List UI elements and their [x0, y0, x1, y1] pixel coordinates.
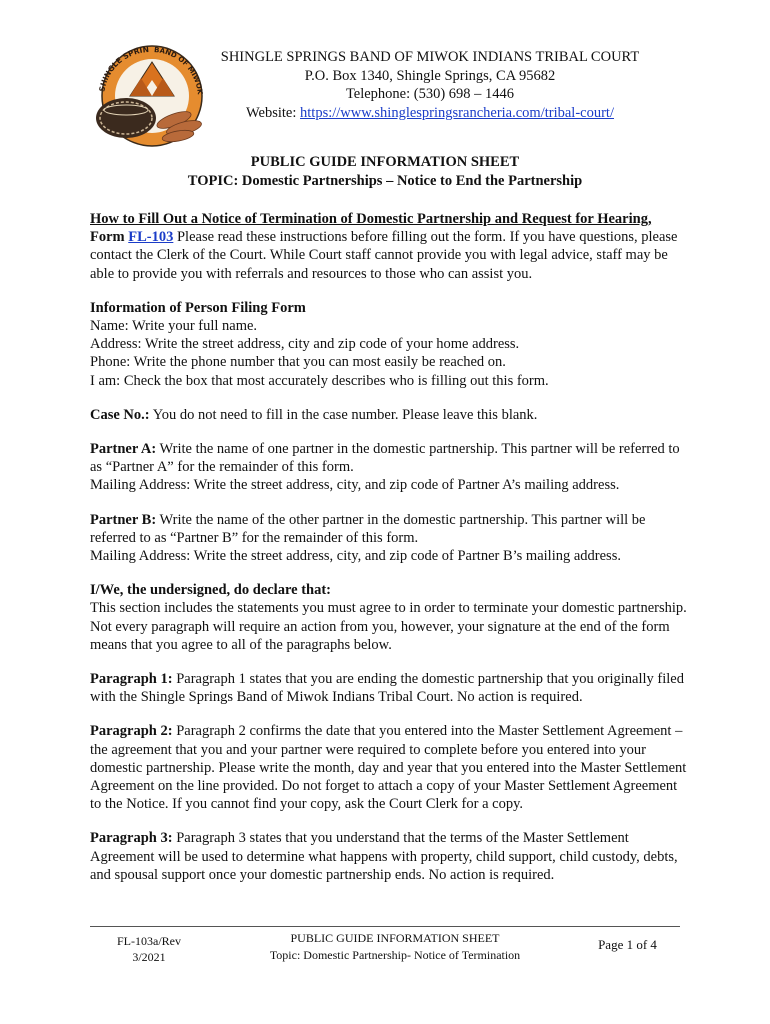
filer-i-am: I am: Check the box that most accurately describes who is filling out this form. — [90, 372, 549, 389]
partner-b-label: Partner B: — [90, 511, 157, 528]
footer-form-id — [90, 933, 208, 965]
paragraph-3-section — [90, 829, 690, 884]
guide-title-topic: TOPIC: Domestic Partnerships – Notice to End the Partnership — [187, 173, 583, 189]
paragraph-1-label: Paragraph 1: — [90, 671, 173, 688]
paragraph-3-text: Paragraph 3 states that you understand that the terms of the Master Settlement Agreement will be used to determine what happens with property, child support, child custody, debts, and spousal support once your domestic partnership ends. No action is required. — [90, 830, 678, 883]
partner-a-label: Partner A: — [90, 441, 157, 458]
paragraph-3-label: Paragraph 3: — [90, 830, 173, 847]
footer-title-line1: PUBLIC GUIDE INFORMATION SHEET — [290, 931, 500, 945]
partner-b-section — [90, 511, 690, 566]
intro-heading: How to Fill Out a Notice of Termination of Domestic Partnership and Request for Hearing, — [90, 211, 652, 227]
website-label: Website: — [246, 104, 301, 121]
form-fl103-link[interactable]: FL-103 — [128, 229, 174, 246]
logo-text-right: BAND OF MIWOK — [153, 45, 204, 95]
paragraph-2-text: Paragraph 2 confirms the date that you entered into the Master Settlement Agreement – the agreement that you and your partner were required to complete before you entered into your domestic partnership. Please write the month, day and year that you entered into the Master Settlement Agreement on the line provided. Do not forget to attach a copy of your Master Settlement Agreement to the Notice. If you cannot find your copy, ask the Court Clerk for a copy. — [90, 723, 687, 813]
declare-text: This section includes the statements you must agree to in order to terminate your domestic partnership. Not every paragraph will require an action from you, however, your signature at the end of the form means that you agree to all of the paragraphs below. — [90, 600, 687, 653]
court-website — [210, 104, 650, 123]
case-no-label: Case No.: — [90, 406, 150, 423]
guide-title — [90, 153, 680, 191]
intro-paragraph — [90, 210, 690, 283]
court-name: SHINGLE SPRINGS BAND OF MIWOK INDIANS TRIBAL COURT — [220, 49, 640, 65]
paragraph-1-text: Paragraph 1 states that you are ending the domestic partnership that you originally filed with the Shingle Springs Band of Miwok Indians Tribal Court. No action is required. — [90, 671, 684, 706]
partner-a-section — [90, 440, 690, 495]
partner-a-mailing: Mailing Address: Write the street address, city, and zip code of Partner A’s mailing address. — [90, 477, 620, 494]
declare-heading: I/We, the undersigned, do declare that: — [90, 582, 331, 599]
declare-section — [90, 581, 690, 654]
footer-divider — [90, 926, 680, 927]
filer-phone: Phone: Write the phone number that you can most easily be reached on. — [90, 354, 506, 371]
filer-name: Name: Write your full name. — [90, 318, 258, 335]
filer-address: Address: Write the street address, city and zip code of your home address. — [90, 336, 520, 353]
paragraph-1-section — [90, 670, 690, 706]
footer-title — [250, 930, 540, 964]
intro-text: Please read these instructions before filling out the form. If you have questions, please contact the Clerk of the Court. While Court staff cannot provide you with legal advice, staff may be able to provide you with referrals and resources to those who can assist you. — [90, 229, 678, 282]
partner-b-mailing: Mailing Address: Write the street address, city, and zip code of Partner B’s mailing address. — [90, 548, 621, 565]
case-no-section — [90, 406, 690, 424]
partner-b-text: Write the name of the other partner in the domestic partnership. This partner will be referred to as “Partner B” for the remainder of this form. — [90, 511, 646, 546]
case-no-text: You do not need to fill in the case number. Please leave this blank. — [149, 406, 538, 423]
court-telephone: Telephone: (530) 698 – 1446 — [345, 86, 515, 102]
court-address: P.O. Box 1340, Shingle Springs, CA 95682 — [304, 67, 556, 84]
filer-heading: Information of Person Filing Form — [90, 299, 306, 316]
filer-section — [90, 299, 690, 390]
paragraph-2-section — [90, 722, 690, 813]
guide-title-line1: PUBLIC GUIDE INFORMATION SHEET — [250, 154, 520, 170]
paragraph-2-label: Paragraph 2: — [90, 723, 173, 740]
tribal-seal-logo — [86, 38, 218, 148]
footer-form-number: FL-103a/Rev — [117, 934, 181, 948]
partner-a-text: Write the name of one partner in the domestic partnership. This partner will be referred to as “Partner A” for the remainder of this form. — [90, 441, 680, 476]
form-prefix: Form — [90, 229, 129, 246]
page-number: Page 1 of 4 — [598, 937, 657, 952]
footer-title-line2: Topic: Domestic Partnership- Notice of Termination — [269, 948, 521, 962]
footer-revision-date: 3/2021 — [132, 950, 166, 964]
court-header — [210, 48, 650, 122]
logo-text-left: SHINGLE SPRIN — [97, 44, 150, 93]
website-link[interactable]: https://www.shinglespringsrancheria.com/tribal-court/ — [300, 104, 614, 121]
document-body — [90, 210, 690, 900]
